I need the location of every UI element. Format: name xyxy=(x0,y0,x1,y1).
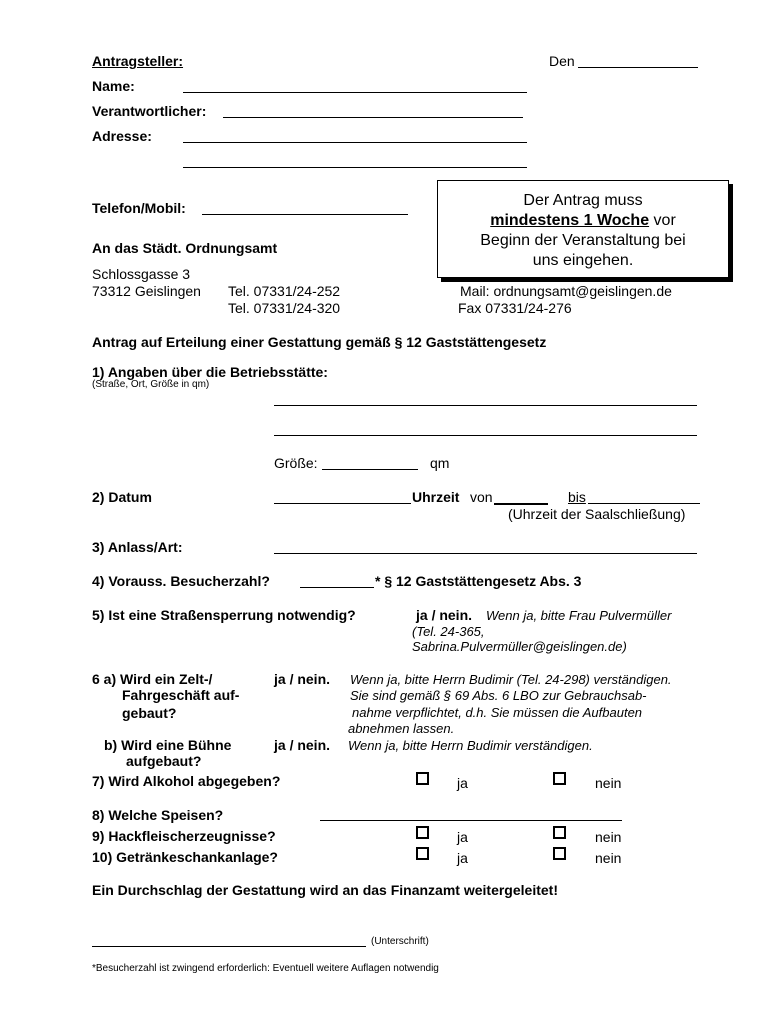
notice-line-2 xyxy=(438,211,728,231)
notice-emphasis: mindestens 1 Woche xyxy=(490,212,650,229)
q7-yes-checkbox[interactable] xyxy=(416,772,429,785)
q9-no-checkbox[interactable] xyxy=(553,826,566,839)
q10-no-label: nein xyxy=(595,850,622,866)
q6a-choice[interactable]: ja / nein. xyxy=(274,671,331,687)
q2-date-field[interactable] xyxy=(274,503,411,504)
q7-no-label: nein xyxy=(595,775,622,791)
q10-yes-label: ja xyxy=(457,850,468,866)
q1-size-field[interactable] xyxy=(322,469,418,470)
q6b-choice[interactable]: ja / nein. xyxy=(274,737,331,753)
q10-no-checkbox[interactable] xyxy=(553,847,566,860)
q5-info-3: Sabrina.Pulvermüller@geislingen.de) xyxy=(412,639,627,654)
q1-location-field-2[interactable] xyxy=(274,435,697,436)
name-field[interactable] xyxy=(183,92,527,93)
address-field-2[interactable] xyxy=(183,167,527,168)
q7-yes-label: ja xyxy=(457,775,468,791)
q3-field[interactable] xyxy=(274,553,697,554)
address-label: Adresse: xyxy=(92,128,152,144)
q9-no-label: nein xyxy=(595,829,622,845)
recipient-tel-2: Tel. 07331/24-320 xyxy=(228,300,341,316)
q5-choice[interactable]: ja / nein. xyxy=(416,607,473,623)
notice-line-3: Beginn der Veranstaltung bei xyxy=(480,232,686,249)
q8-field[interactable] xyxy=(320,820,622,821)
notice-line-4: uns eingehen. xyxy=(532,252,634,269)
q8-label: 8) Welche Speisen? xyxy=(92,807,224,823)
q1-size-label: Größe: xyxy=(274,455,318,471)
q4-field[interactable] xyxy=(300,587,374,588)
q6a-info-1: Wenn ja, bitte Herrn Budimir (Tel. 24-298) verständigen. xyxy=(350,672,672,687)
applicant-heading: Antragsteller: xyxy=(92,53,184,69)
recipient-street: Schlossgasse 3 xyxy=(92,266,191,282)
q2-label: 2) Datum xyxy=(92,489,152,505)
q10-yes-checkbox[interactable] xyxy=(416,847,429,860)
q6a-info-3: nahme verpflichtet, d.h. Sie müssen die Aufbauten xyxy=(352,705,643,720)
responsible-field[interactable] xyxy=(223,117,523,118)
form-title: Antrag auf Erteilung einer Gestattung gemäß § 12 Gaststättengesetz xyxy=(92,334,547,350)
phone-field[interactable] xyxy=(202,214,408,215)
deadline-notice-box xyxy=(437,180,729,278)
q2-to-field[interactable] xyxy=(588,503,700,504)
q5-label: 5) Ist eine Straßensperrung notwendig? xyxy=(92,607,356,623)
responsible-label: Verantwortlicher: xyxy=(92,103,207,119)
q2-from-field[interactable] xyxy=(494,503,548,505)
q4-label: 4) Vorauss. Besucherzahl? xyxy=(92,573,270,589)
recipient-mail: Mail: ordnungsamt@geislingen.de xyxy=(460,283,672,299)
q7-label: 7) Wird Alkohol abgegeben? xyxy=(92,773,281,789)
q2-from-label: von xyxy=(470,489,493,505)
recipient-fax: Fax 07331/24-276 xyxy=(458,300,572,316)
q6a-info-4: abnehmen lassen. xyxy=(348,721,455,736)
q5-info-2: (Tel. 24-365, xyxy=(412,624,485,639)
recipient-heading: An das Städt. Ordnungsamt xyxy=(92,240,278,256)
q1-hint: (Straße, Ort, Größe in qm) xyxy=(92,379,210,390)
q2-time-label: Uhrzeit xyxy=(412,489,460,505)
q9-yes-checkbox[interactable] xyxy=(416,826,429,839)
q6b-info: Wenn ja, bitte Herrn Budimir verständigen. xyxy=(348,738,593,753)
q10-label: 10) Getränkeschankanlage? xyxy=(92,849,278,865)
footnote: *Besucherzahl ist zwingend erforderlich: Eventuell weitere Auflagen notwendig xyxy=(92,963,439,974)
notice-line-2-rest: vor xyxy=(649,212,676,229)
name-label: Name: xyxy=(92,78,135,94)
q1-size-unit: qm xyxy=(430,455,450,471)
recipient-city: 73312 Geislingen xyxy=(92,283,201,299)
q3-label: 3) Anlass/Art: xyxy=(92,539,183,555)
signature-label: (Unterschrift) xyxy=(371,936,429,947)
address-field-1[interactable] xyxy=(183,142,527,143)
q4-reference: * § 12 Gaststättengesetz Abs. 3 xyxy=(375,573,582,589)
tax-office-copy-note: Ein Durchschlag der Gestattung wird an das Finanzamt weitergeleitet! xyxy=(92,882,558,898)
q2-to-label: bis xyxy=(568,489,586,505)
q6a-info-2: Sie sind gemäß § 69 Abs. 6 LBO zur Gebrauchsab- xyxy=(350,688,647,703)
q6a-label-3: gebaut? xyxy=(122,705,177,721)
q1-label: 1) Angaben über die Betriebsstätte: xyxy=(92,364,328,380)
phone-label: Telefon/Mobil: xyxy=(92,200,186,216)
signature-field[interactable] xyxy=(92,946,366,947)
q9-yes-label: ja xyxy=(457,829,468,845)
date-label: Den xyxy=(549,53,575,69)
q6a-label-2: Fahrgeschäft auf- xyxy=(122,687,240,703)
q1-location-field-1[interactable] xyxy=(274,405,697,406)
q6a-label-1: 6 a) Wird ein Zelt-/ xyxy=(92,671,213,687)
q6b-label-1: b) Wird eine Bühne xyxy=(104,737,232,753)
date-field[interactable] xyxy=(578,67,698,68)
q6b-label-2: aufgebaut? xyxy=(126,753,202,769)
q2-time-note: (Uhrzeit der Saalschließung) xyxy=(508,506,686,522)
q5-info-1: Wenn ja, bitte Frau Pulvermüller xyxy=(486,608,672,623)
notice-line-1: Der Antrag muss xyxy=(523,192,643,209)
recipient-tel-1: Tel. 07331/24-252 xyxy=(228,283,341,299)
q7-no-checkbox[interactable] xyxy=(553,772,566,785)
q9-label: 9) Hackfleischerzeugnisse? xyxy=(92,828,276,844)
